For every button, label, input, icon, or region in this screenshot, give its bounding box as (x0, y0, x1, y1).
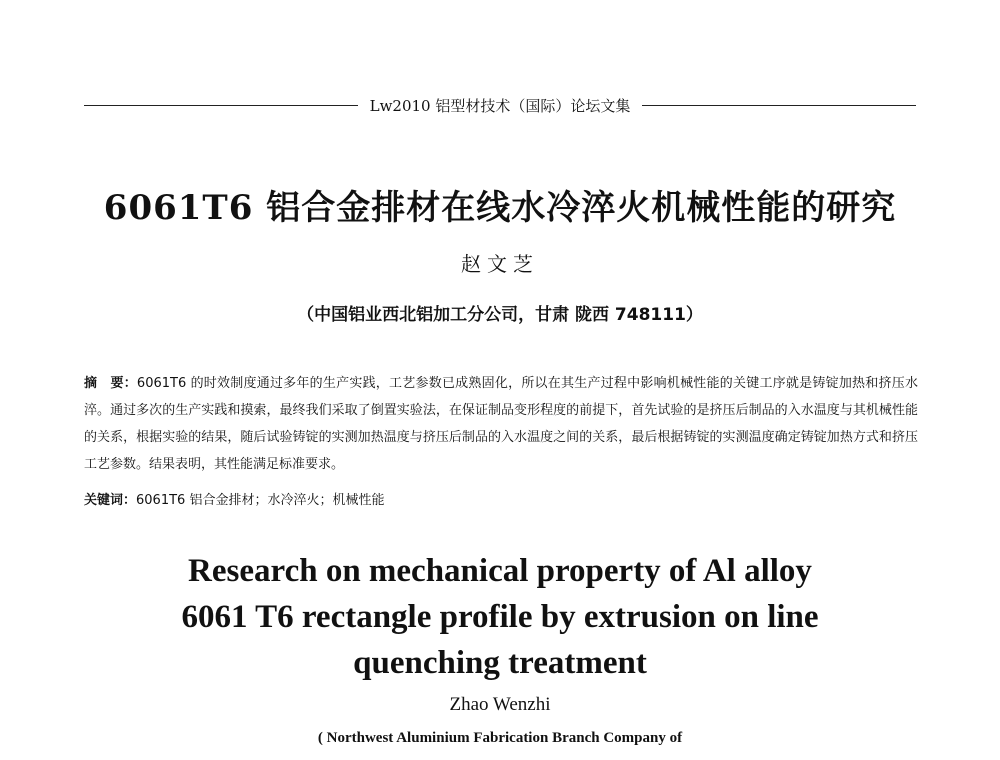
chinese-title: 6061T6 铝合金排材在线水冷淬火机械性能的研究 (103, 188, 897, 228)
keywords-text: 6061T6 铝合金排材；水冷淬火；机械性能 (136, 493, 385, 508)
chinese-keywords (84, 487, 918, 514)
chinese-affiliation: （中国铝业西北铝加工分公司，甘肃 陇西 748111） (297, 305, 703, 325)
running-head-text: Lw2010 铝型材技术（国际）论坛文集 (369, 96, 631, 115)
abstract-label: 摘 要： (84, 376, 137, 391)
keywords-label: 关键词： (84, 493, 137, 508)
running-head-rule-left (84, 105, 358, 106)
running-head-rule-right (642, 105, 916, 106)
chinese-author: 赵文芝 (461, 252, 539, 276)
chinese-abstract (84, 370, 918, 478)
running-head (84, 92, 916, 118)
english-title-line: quenching treatment (353, 645, 647, 681)
english-title-line: Research on mechanical property of Al alloy (188, 553, 812, 589)
abstract-text: 6061T6 的时效制度通过多年的生产实践，工艺参数已成熟固化，所以在其生产过程中影响机械性能的关键工序就是铸锭加热和挤压水淬。通过多次的生产实践和摸索，最终我们采取了倒置实验法，在保证制品变形程度的前提下，首先试验的是挤压后制品的入水温度与其机械性能的关系，根据实验的结果，随后试验铸锭的实测加热温度与挤压后制品的入水温度之间的关系，最后根据铸锭的实测温度确定铸锭加热方式和挤压工艺参数。结果表明，其性能满足标准要求。 (84, 376, 918, 472)
english-author: Zhao Wenzhi (449, 694, 551, 715)
english-title-line: 6061 T6 rectangle profile by extrusion on line (181, 599, 819, 635)
english-title (0, 548, 1000, 686)
english-affiliation: ( Northwest Aluminium Fabrication Branch Company of (317, 730, 683, 746)
